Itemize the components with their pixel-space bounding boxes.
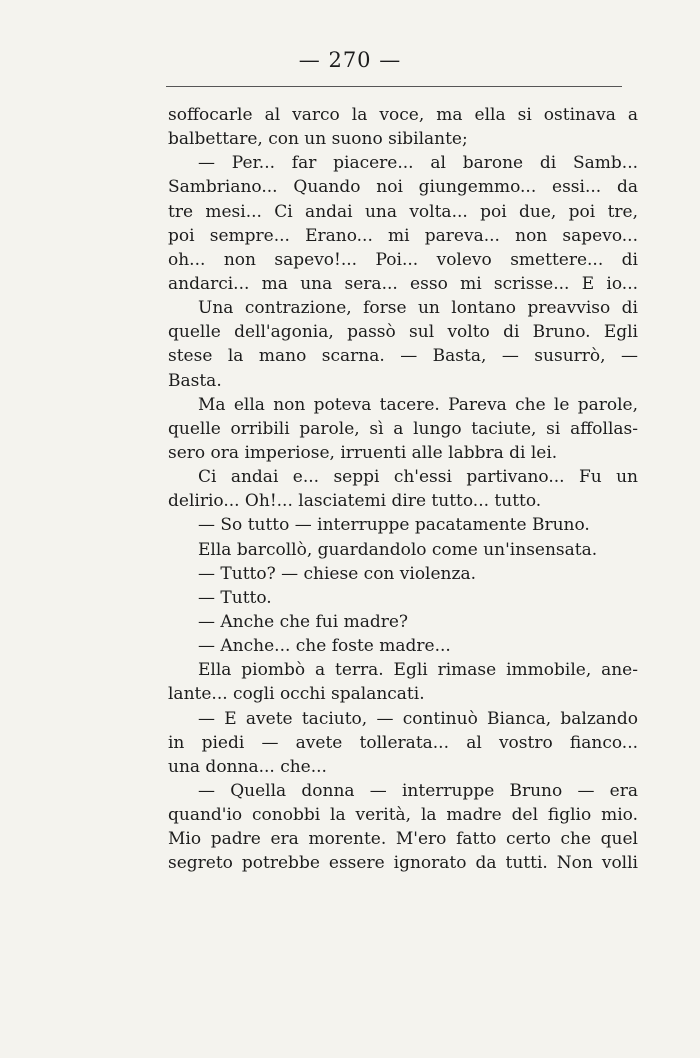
- text-line: — Quella donna — interruppe Bruno — era: [198, 780, 638, 801]
- header-rule: [166, 86, 622, 87]
- text-line: — Tutto? — chiese con violenza.: [198, 563, 476, 584]
- text-line: delirio... Oh!... lasciatemi dire tutto... tutto.: [168, 491, 542, 512]
- text-line: poi sempre... Erano... mi pareva... non sapevo...: [168, 225, 638, 246]
- text-line: in piedi — avete tollerata... al vostro fianco...: [168, 732, 638, 753]
- text-line: — So tutto — interruppe pacatamente Bruno.: [198, 515, 590, 536]
- text-line: Ma ella non poteva tacere. Pareva che le parole,: [198, 394, 638, 415]
- text-line: Ella barcollò, guardandolo come un'insensata.: [198, 539, 598, 560]
- text-line: Ella piombò a terra. Egli rimase immobile, ane-: [198, 660, 638, 681]
- text-line: una donna... che...: [168, 756, 327, 777]
- text-line: balbettare, con un suono sibilante;: [168, 129, 468, 150]
- text-line: segreto potrebbe essere ignorato da tutti. Non volli: [168, 853, 638, 874]
- text-line: quelle orribili parole, sì a lungo taciute, si affollas-: [168, 418, 638, 439]
- text-line: — Anche... che foste madre...: [198, 636, 451, 657]
- text-line: Ci andai e... seppi ch'essi partivano... Fu un: [198, 467, 638, 488]
- text-line: lante... cogli occhi spalancati.: [168, 684, 425, 705]
- text-line: quelle dell'agonia, passò sul volto di Bruno. Egli: [168, 322, 638, 343]
- page-number: — 270 —: [298, 48, 402, 72]
- body-text: [168, 103, 638, 876]
- text-line: quand'io conobbi la verità, la madre del figlio mio.: [168, 805, 638, 826]
- text-line: sero ora imperiose, irruenti alle labbra di lei.: [168, 442, 558, 463]
- text-line: oh... non sapevo!... Poi... volevo smettere... di: [168, 249, 638, 270]
- text-line: soffocarle al varco la voce, ma ella si ostinava a: [168, 105, 638, 125]
- text-line: — Tutto.: [198, 587, 272, 608]
- text-line: Una contrazione, forse un lontano preavviso di: [198, 298, 638, 319]
- text-line: — Anche che fui madre?: [198, 611, 409, 632]
- text-line: — Per... far piacere... al barone di Samb...: [198, 153, 638, 174]
- text-line: Basta.: [168, 370, 222, 391]
- text-line: andarci... ma una sera... esso mi scrisse... E io...: [168, 273, 638, 294]
- text-line: Sambriano... Quando noi giungemmo... essi... da: [168, 177, 638, 198]
- text-line: — E avete taciuto, — continuò Bianca, balzando: [198, 708, 638, 729]
- text-line: tre mesi... Ci andai una volta... poi due, poi tre,: [168, 201, 638, 222]
- text-line: Mio padre era morente. M'ero fatto certo che quel: [168, 829, 638, 850]
- text-line: stese la mano scarna. — Basta, — susurrò, —: [168, 346, 638, 367]
